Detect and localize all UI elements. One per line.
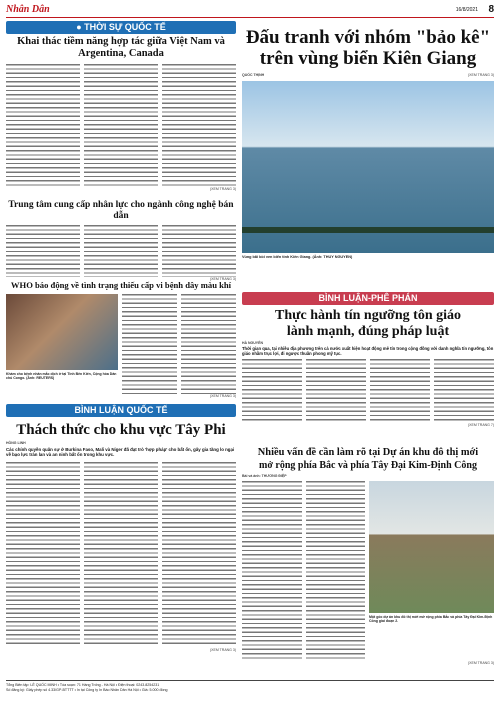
section-banner [6,21,236,34]
patient-photo [6,294,118,370]
lead: Các chính quyền quân sự ở Burkina Faso, Mali và Niger đã đạt trò 'hợp pháp' cho bất ổn, gây gia tăng lo ngại về bạo lực tràn lan và an ninh bất ổn trong khu vực. [6,447,235,458]
page-number: 8 [488,4,494,15]
see-page-link[interactable]: (XEM TRANG 3) [210,647,236,652]
article-binh-luan-quoc-te [6,404,236,674]
article-who [6,280,236,400]
photo-caption: Một góc dự án khu đô thị mới mở rộng phía Bắc và phía Tây Đại Kim-Định Công giai đoạn 2. [369,615,493,624]
headline-line2: trên vùng biển Kiên Giang [259,48,477,69]
see-page-link[interactable]: (XEM TRANG 3) [468,73,494,77]
masthead-date: 16/8/2021 [455,7,478,13]
byline: QUỐC THỊNH [242,73,265,77]
article-nhieu-van-de [242,446,494,674]
see-page-link[interactable]: (XEM TRANG 3) [468,661,494,665]
see-page-link[interactable]: (XEM TRANG 3) [210,394,236,398]
photo-caption: Khám cho bệnh nhân mắc dịch ở tại Tỉnh Bến Kiến, Cộng hòa Dân chủ Congo. (Ảnh: REUTERS) [6,372,117,381]
footer-rule [6,680,494,681]
see-page-link[interactable]: (XEM TRANG 3) [210,187,236,191]
globe-icon: ● [76,22,85,32]
article-binh-luan-phe-phan [242,292,494,442]
construction-photo [369,481,494,613]
coast-photo [242,81,494,253]
masthead [6,4,494,16]
section-banner: BÌNH LUẬN QUỐC TẾ [6,404,236,417]
headline: Khai thác tiềm năng hợp tác giữa Việt Nam và Argentina, Canada [17,36,225,59]
headline-line1: Nhiều vấn đề cần làm rõ tại Dự án khu đô thị mới [257,447,479,458]
section-banner-label: THỜI SỰ QUỐC TẾ [84,22,166,32]
lead: Thời gian qua, tại nhiều địa phương trên cả nước xuất hiện hoạt động mê tín trong cộng đồng với danh nghĩa tín ngưỡng, tôn giáo nhằm trục lợi, đi ngược thuần phong mỹ tục. [242,346,494,357]
headline-line1: Đấu tranh với nhóm "bảo kê" [245,27,491,48]
see-page-link[interactable]: (XEM TRANG 7) [468,423,494,428]
byline: Bài và ảnh: THƯƠNG ĐIỆP [242,474,287,478]
article-khai-thac [6,36,236,196]
headline: WHO báo động về tình trạng thiếu cấp vi bệnh dây màu khí [10,280,232,290]
headline: Thách thức cho khu vực Tây Phi [16,422,226,438]
headline: Trung tâm cung cấp nhân lực cho ngành công nghệ bán dẫn [8,200,234,221]
masthead-rule [6,17,494,18]
headline-line1: Thực hành tín ngưỡng tôn giáo [275,308,461,323]
headline-line2: mở rộng phía Bắc và phía Tây Đại Kim-Định Công [259,460,477,471]
byline: HỒNG LINH [6,441,26,445]
article-trung-tam [6,200,236,281]
headline-line2: lành mạnh, đúng pháp luật [286,324,450,339]
footer-line-1: Tổng Biên tập: LÊ QUỐC MINH • Tòa soạn: 71 Hàng Trống - Hà Nội • Điện thoại: 0243.8254231 [6,683,160,687]
footer [6,683,494,693]
photo-caption: Vùng bãi bồi ven biển tỉnh Kiên Giang. (Ảnh: THUY NGUYEN) [242,255,353,259]
article-kien-giang [242,28,494,288]
byline: HÀ NGUYÊN [242,341,264,345]
footer-line-2: Số đăng ký: Giấy phép số 4.33/GP-BTTTT • In tại Công ty In Báo Nhân Dân Hà Nội • Giá: 5.000 đồng [6,688,168,692]
see-page-link[interactable]: (XEM TRANG 3) [210,277,236,281]
masthead-logo: Nhân Dân [6,4,50,15]
section-banner: BÌNH LUẬN-PHÊ PHÁN [242,292,494,305]
